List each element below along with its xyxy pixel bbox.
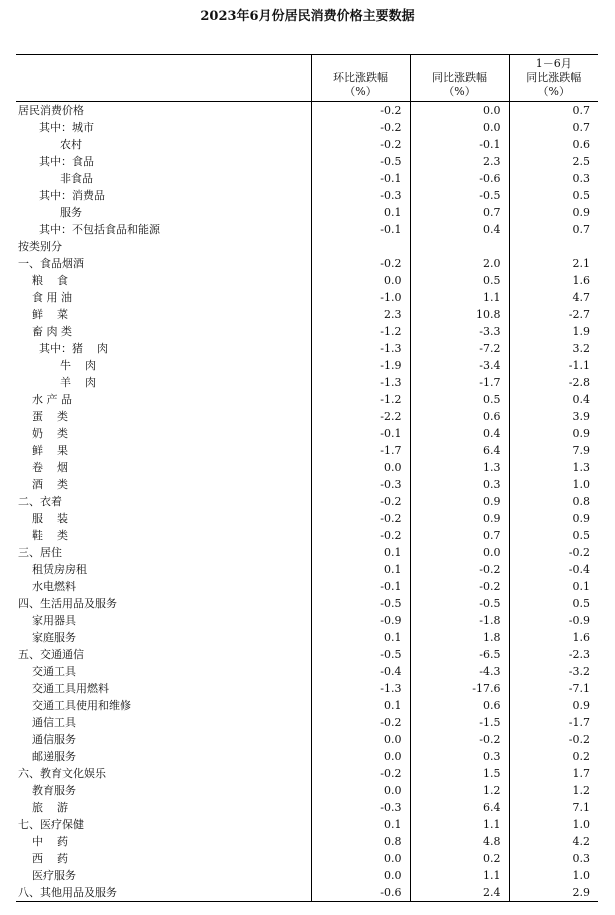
yoy-value: 2.4: [410, 884, 509, 902]
yoy-value: 1.5: [410, 765, 509, 782]
yoy-value: 0.3: [410, 476, 509, 493]
ytd-value: -1.1: [509, 357, 598, 374]
yoy-value: -1.8: [410, 612, 509, 629]
mom-value: 0.0: [311, 731, 410, 748]
yoy-value: 6.4: [410, 442, 509, 459]
row-label: 旅 游: [18, 801, 68, 814]
table-row: [16, 221, 598, 238]
row-label: 其中：猪 肉: [18, 342, 108, 355]
yoy-value: 1.1: [410, 289, 509, 306]
header-category: [16, 55, 311, 102]
mom-value: -0.2: [311, 493, 410, 510]
yoy-value: 0.9: [410, 510, 509, 527]
mom-value: -0.4: [311, 663, 410, 680]
ytd-value: -0.2: [509, 731, 598, 748]
header-mom-line-2: （%）: [344, 85, 377, 98]
header-mom: [311, 55, 410, 102]
table-row: [16, 731, 598, 748]
ytd-value: 0.9: [509, 425, 598, 442]
row-label: 二、衣着: [18, 495, 62, 508]
mom-value: -0.5: [311, 153, 410, 170]
table-row: [16, 510, 598, 527]
table-row: [16, 153, 598, 170]
table-row: [16, 238, 598, 255]
table-row: [16, 459, 598, 476]
mom-value: -1.9: [311, 357, 410, 374]
row-label: 粮 食: [18, 274, 68, 287]
ytd-value: -0.4: [509, 561, 598, 578]
yoy-value: 1.1: [410, 867, 509, 884]
yoy-value: 1.1: [410, 816, 509, 833]
table-row: [16, 612, 598, 629]
table-row: [16, 867, 598, 884]
mom-value: -0.5: [311, 646, 410, 663]
row-label: 六、教育文化娱乐: [18, 767, 106, 780]
yoy-value: -0.6: [410, 170, 509, 187]
row-label: 酒 类: [18, 478, 68, 491]
ytd-value: -7.1: [509, 680, 598, 697]
mom-value: 0.1: [311, 561, 410, 578]
row-label: 服 装: [18, 512, 68, 525]
row-label: 其中：不包括食品和能源: [18, 223, 160, 236]
yoy-value: 0.6: [410, 697, 509, 714]
mom-value: 2.3: [311, 306, 410, 323]
ytd-value: [509, 238, 598, 255]
ytd-value: 0.5: [509, 187, 598, 204]
yoy-value: -0.5: [410, 595, 509, 612]
yoy-value: 0.5: [410, 272, 509, 289]
yoy-value: -0.2: [410, 561, 509, 578]
header-ytd: [509, 55, 598, 102]
table-row: [16, 884, 598, 902]
mom-value: -0.9: [311, 612, 410, 629]
yoy-value: -4.3: [410, 663, 509, 680]
header-yoy-line-1: 同比涨跌幅: [432, 71, 487, 84]
mom-value: -0.2: [311, 714, 410, 731]
ytd-value: 1.3: [509, 459, 598, 476]
yoy-value: -3.4: [410, 357, 509, 374]
table-row: [16, 425, 598, 442]
yoy-value: -0.1: [410, 136, 509, 153]
table-row: [16, 255, 598, 272]
yoy-value: -0.2: [410, 731, 509, 748]
yoy-value: 0.4: [410, 221, 509, 238]
table-row: [16, 646, 598, 663]
row-label: 中 药: [18, 835, 68, 848]
table-row: [16, 323, 598, 340]
mom-value: 0.1: [311, 629, 410, 646]
ytd-value: 4.7: [509, 289, 598, 306]
yoy-value: 0.2: [410, 850, 509, 867]
yoy-value: -6.5: [410, 646, 509, 663]
ytd-value: 3.2: [509, 340, 598, 357]
ytd-value: 1.6: [509, 629, 598, 646]
table-row: [16, 476, 598, 493]
row-label: 牛 肉: [18, 359, 96, 372]
mom-value: -2.2: [311, 408, 410, 425]
table-row: [16, 442, 598, 459]
table-row: [16, 357, 598, 374]
ytd-value: 0.5: [509, 595, 598, 612]
mom-value: [311, 238, 410, 255]
ytd-value: 0.5: [509, 527, 598, 544]
mom-value: -1.3: [311, 680, 410, 697]
yoy-value: -7.2: [410, 340, 509, 357]
ytd-value: 1.0: [509, 476, 598, 493]
row-label: 鲜 果: [18, 444, 68, 457]
mom-value: -1.2: [311, 391, 410, 408]
table-row: [16, 391, 598, 408]
row-label: 通信服务: [18, 733, 76, 746]
mom-value: -0.2: [311, 510, 410, 527]
mom-value: 0.8: [311, 833, 410, 850]
ytd-value: 0.7: [509, 119, 598, 136]
ytd-value: 2.5: [509, 153, 598, 170]
table-row: [16, 408, 598, 425]
table-row: [16, 850, 598, 867]
row-label: 服务: [18, 206, 82, 219]
ytd-value: 4.2: [509, 833, 598, 850]
mom-value: 0.1: [311, 816, 410, 833]
ytd-value: 0.2: [509, 748, 598, 765]
row-label: 其中：消费品: [18, 189, 105, 202]
row-label: 通信工具: [18, 716, 76, 729]
table-row: [16, 680, 598, 697]
ytd-value: -2.8: [509, 374, 598, 391]
table-row: [16, 799, 598, 816]
mom-value: -0.1: [311, 578, 410, 595]
mom-value: -0.2: [311, 119, 410, 136]
ytd-value: 1.0: [509, 867, 598, 884]
yoy-value: 1.8: [410, 629, 509, 646]
ytd-value: -0.9: [509, 612, 598, 629]
ytd-value: 0.6: [509, 136, 598, 153]
row-label: 畜 肉 类: [18, 325, 72, 338]
ytd-value: 0.7: [509, 102, 598, 120]
row-label: 八、其他用品及服务: [16, 884, 311, 902]
ytd-value: 0.4: [509, 391, 598, 408]
table-header-row: [16, 55, 598, 102]
row-label: 三、居住: [18, 546, 62, 559]
row-label: 鞋 类: [18, 529, 68, 542]
table-row: [16, 595, 598, 612]
mom-value: -0.2: [311, 765, 410, 782]
row-label: 食 用 油: [18, 291, 72, 304]
row-label: 其中：食品: [18, 155, 94, 168]
table-row: [16, 527, 598, 544]
ytd-value: 0.9: [509, 697, 598, 714]
table-row: [16, 748, 598, 765]
row-label: 七、医疗保健: [18, 818, 84, 831]
mom-value: -1.0: [311, 289, 410, 306]
yoy-value: 2.0: [410, 255, 509, 272]
mom-value: -0.6: [311, 884, 410, 902]
mom-value: -0.1: [311, 170, 410, 187]
ytd-value: 1.6: [509, 272, 598, 289]
ytd-value: 2.1: [509, 255, 598, 272]
header-ytd-line-1: 1－6月: [535, 57, 572, 70]
row-label: 其中：城市: [18, 121, 94, 134]
mom-value: -0.2: [311, 255, 410, 272]
ytd-value: 0.1: [509, 578, 598, 595]
yoy-value: 0.0: [410, 102, 509, 120]
yoy-value: 2.3: [410, 153, 509, 170]
yoy-value: -3.3: [410, 323, 509, 340]
table-row: [16, 340, 598, 357]
yoy-value: -0.2: [410, 578, 509, 595]
mom-value: 0.1: [311, 697, 410, 714]
yoy-value: 10.8: [410, 306, 509, 323]
yoy-value: 4.8: [410, 833, 509, 850]
header-yoy-line-2: （%）: [443, 85, 476, 98]
row-label: 医疗服务: [18, 869, 76, 882]
yoy-value: -1.7: [410, 374, 509, 391]
mom-value: 0.0: [311, 748, 410, 765]
ytd-value: -2.7: [509, 306, 598, 323]
table-row: [16, 544, 598, 561]
table-row: [16, 374, 598, 391]
header-mom-line-1: 环比涨跌幅: [333, 71, 388, 84]
ytd-value: 0.3: [509, 850, 598, 867]
yoy-value: 6.4: [410, 799, 509, 816]
table-row: [16, 578, 598, 595]
yoy-value: -0.5: [410, 187, 509, 204]
table-row: [16, 289, 598, 306]
yoy-value: 0.7: [410, 204, 509, 221]
ytd-value: 1.7: [509, 765, 598, 782]
mom-value: -0.2: [311, 527, 410, 544]
table-row: [16, 493, 598, 510]
header-yoy: [410, 55, 509, 102]
mom-value: -0.2: [311, 136, 410, 153]
ytd-value: 0.7: [509, 221, 598, 238]
table-row: [16, 782, 598, 799]
mom-value: 0.0: [311, 850, 410, 867]
table-row: [16, 187, 598, 204]
document-title: 2023年6月份居民消费价格主要数据: [200, 9, 415, 24]
mom-value: 0.1: [311, 204, 410, 221]
table-row: [16, 816, 598, 833]
ytd-value: 0.8: [509, 493, 598, 510]
table-row: [16, 629, 598, 646]
mom-value: -1.3: [311, 374, 410, 391]
table-row: [16, 204, 598, 221]
table-row: [16, 272, 598, 289]
ytd-value: 1.9: [509, 323, 598, 340]
row-label: 水 产 品: [18, 393, 72, 406]
ytd-value: 1.0: [509, 816, 598, 833]
yoy-value: 0.0: [410, 119, 509, 136]
row-label: 邮递服务: [18, 750, 76, 763]
cpi-data-table: [16, 54, 598, 902]
mom-value: 0.0: [311, 272, 410, 289]
mom-value: -1.7: [311, 442, 410, 459]
row-label: 西 药: [18, 852, 68, 865]
ytd-value: 0.9: [509, 204, 598, 221]
mom-value: -0.1: [311, 221, 410, 238]
table-row: [16, 102, 598, 120]
row-label: 一、食品烟酒: [18, 257, 84, 270]
mom-value: 0.0: [311, 782, 410, 799]
table-row: [16, 119, 598, 136]
row-label: 羊 肉: [18, 376, 96, 389]
row-label: 租赁房房租: [18, 563, 87, 576]
ytd-value: 7.9: [509, 442, 598, 459]
mom-value: 0.1: [311, 544, 410, 561]
ytd-value: -3.2: [509, 663, 598, 680]
row-label: 教育服务: [18, 784, 76, 797]
row-label: 鲜 菜: [18, 308, 68, 321]
table-body: [16, 102, 598, 902]
row-label: 奶 类: [18, 427, 68, 440]
yoy-value: 0.4: [410, 425, 509, 442]
row-label: 四、生活用品及服务: [18, 597, 117, 610]
yoy-value: 1.2: [410, 782, 509, 799]
ytd-value: -1.7: [509, 714, 598, 731]
row-label: 农村: [18, 138, 82, 151]
header-ytd-line-2: 同比涨跌幅: [526, 71, 582, 84]
table-row: [16, 136, 598, 153]
mom-value: -0.1: [311, 425, 410, 442]
ytd-value: 2.9: [509, 884, 598, 902]
ytd-value: -2.3: [509, 646, 598, 663]
ytd-value: 7.1: [509, 799, 598, 816]
table-row: [16, 765, 598, 782]
mom-value: 0.0: [311, 459, 410, 476]
yoy-value: 0.3: [410, 748, 509, 765]
yoy-value: 0.6: [410, 408, 509, 425]
yoy-value: 0.0: [410, 544, 509, 561]
row-label: 水电燃料: [18, 580, 76, 593]
row-label: 交通工具用燃料: [18, 682, 109, 695]
mom-value: -0.3: [311, 476, 410, 493]
row-label: 家庭服务: [18, 631, 76, 644]
yoy-value: 0.7: [410, 527, 509, 544]
header-ytd-line-3: （%）: [537, 85, 570, 98]
table-row: [16, 697, 598, 714]
ytd-value: 1.2: [509, 782, 598, 799]
yoy-value: 0.5: [410, 391, 509, 408]
table-row: [16, 833, 598, 850]
table-row: [16, 663, 598, 680]
yoy-value: -17.6: [410, 680, 509, 697]
row-label: 交通工具: [18, 665, 76, 678]
yoy-value: [410, 238, 509, 255]
row-label: 居民消费价格: [18, 104, 84, 117]
row-label: 家用器具: [18, 614, 76, 627]
mom-value: -1.3: [311, 340, 410, 357]
mom-value: -0.5: [311, 595, 410, 612]
row-label: 五、交通通信: [18, 648, 84, 661]
ytd-value: 0.3: [509, 170, 598, 187]
mom-value: -1.2: [311, 323, 410, 340]
yoy-value: 0.9: [410, 493, 509, 510]
row-label: 按类别分: [18, 240, 62, 253]
table-row: [16, 714, 598, 731]
yoy-value: -1.5: [410, 714, 509, 731]
yoy-value: 1.3: [410, 459, 509, 476]
mom-value: -0.3: [311, 187, 410, 204]
ytd-value: 3.9: [509, 408, 598, 425]
table-row: [16, 561, 598, 578]
mom-value: 0.0: [311, 867, 410, 884]
ytd-value: 0.9: [509, 510, 598, 527]
row-label: 交通工具使用和维修: [18, 699, 131, 712]
ytd-value: -0.2: [509, 544, 598, 561]
mom-value: -0.3: [311, 799, 410, 816]
table-row: [16, 170, 598, 187]
mom-value: -0.2: [311, 102, 410, 120]
row-label: 非食品: [18, 172, 93, 185]
row-label: 蛋 类: [18, 410, 68, 423]
table-row: [16, 306, 598, 323]
row-label: 卷 烟: [18, 461, 68, 474]
